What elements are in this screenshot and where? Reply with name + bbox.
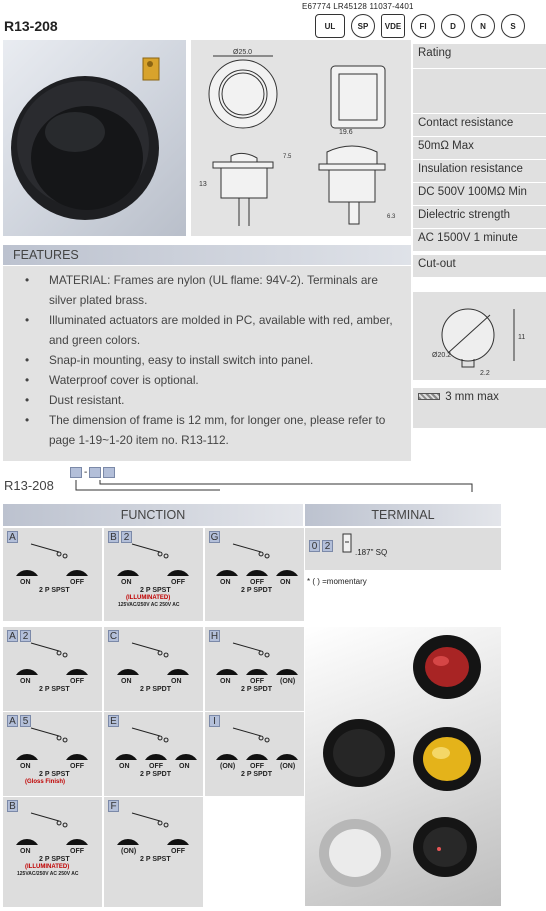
rating-label: Rating bbox=[413, 44, 546, 68]
switch-type: 2 P SPDT bbox=[140, 686, 171, 693]
dimension-drawing bbox=[191, 40, 411, 236]
position-label: OFF bbox=[70, 678, 84, 685]
features-header: FEATURES bbox=[3, 245, 411, 265]
quick-connect-icon bbox=[341, 532, 353, 558]
function-code-box bbox=[70, 467, 82, 478]
order-connector-lines bbox=[70, 478, 480, 496]
feature-item: • MATERIAL: Frames are nylon (UL flame: 94V-2). Terminals are silver plated brass. bbox=[25, 270, 405, 310]
switch-type: 2 P SPST bbox=[39, 771, 70, 778]
function-cell bbox=[3, 528, 102, 621]
cutout-dia: Ø20.2 bbox=[432, 352, 452, 359]
function-cell bbox=[104, 712, 203, 796]
position-label: ON bbox=[20, 848, 31, 855]
position-label: ON bbox=[179, 763, 190, 770]
cutout-diagram bbox=[413, 292, 546, 380]
cert-icons bbox=[315, 14, 525, 38]
switch-rating-note: 125VAC/250V AC 250V AC bbox=[17, 871, 79, 877]
circuit-diagram bbox=[205, 627, 304, 711]
circuit-diagram bbox=[3, 712, 102, 796]
function-header: FUNCTION bbox=[3, 504, 303, 526]
function-cell bbox=[205, 528, 304, 621]
cutout-label: Cut-out bbox=[413, 255, 546, 277]
dielectric-label: Dielectric strength bbox=[413, 206, 546, 228]
feature-item: • Illuminated actuators are molded in PC, available with red, amber, and green colors. bbox=[25, 310, 405, 350]
function-cell bbox=[205, 627, 304, 711]
function-code-char: G bbox=[210, 532, 219, 543]
product-photo bbox=[3, 40, 186, 236]
cutout-w: 2.2 bbox=[480, 370, 490, 377]
position-label: OFF bbox=[250, 678, 264, 685]
features-list bbox=[3, 266, 411, 461]
switch-type: 2 P SPST bbox=[140, 856, 171, 863]
position-label: (ON) bbox=[280, 763, 296, 770]
function-cell bbox=[205, 712, 304, 796]
ordering-code bbox=[4, 478, 54, 493]
rating-value bbox=[413, 69, 546, 113]
position-label: OFF bbox=[250, 579, 264, 586]
function-code-char: F bbox=[108, 800, 119, 812]
panel-icon bbox=[418, 393, 440, 400]
function-cell bbox=[104, 797, 203, 907]
terminal-code-box-1 bbox=[89, 467, 101, 478]
h2-label: 7.5 bbox=[283, 154, 292, 160]
circuit-diagram bbox=[205, 528, 304, 621]
d-cert-icon: D bbox=[441, 14, 465, 38]
momentary-note: * ( ) =momentary bbox=[307, 577, 367, 586]
function-cell bbox=[104, 528, 203, 621]
function-code-char: I bbox=[209, 715, 220, 727]
terminal-cell bbox=[305, 528, 501, 570]
position-label: OFF bbox=[70, 848, 84, 855]
order-dash: - bbox=[84, 467, 88, 478]
feature-item: • Snap-in mounting, easy to install switch into panel. bbox=[25, 350, 405, 370]
switch-type: 2 P SPST bbox=[140, 587, 171, 594]
contact-label: Contact resistance bbox=[413, 114, 546, 136]
page-title: R13-208 bbox=[4, 18, 58, 34]
order-prefix: R13-208 bbox=[4, 478, 54, 493]
product-variants-photo bbox=[305, 627, 501, 906]
function-code-char: B bbox=[7, 800, 18, 812]
circuit-diagram bbox=[104, 627, 203, 711]
position-label: ON bbox=[280, 579, 291, 586]
position-label: OFF bbox=[171, 579, 185, 586]
position-label: OFF bbox=[70, 763, 84, 770]
switch-type: 2 P SPDT bbox=[241, 771, 272, 778]
panel-text: 3 mm max bbox=[445, 391, 499, 403]
function-code-char: A bbox=[7, 630, 18, 642]
function-cell bbox=[3, 627, 102, 711]
switch-note: (Gloss Finish) bbox=[25, 779, 66, 785]
width-label: 19.6 bbox=[339, 129, 353, 136]
function-code-char: H bbox=[210, 631, 219, 642]
feature-item: • The dimension of frame is 12 mm, for longer one, please refer to page 1-19~1-20 item no. R13-112. bbox=[25, 410, 405, 450]
switch-type: 2 P SPDT bbox=[140, 771, 171, 778]
switch-type: 2 P SPST bbox=[39, 856, 70, 863]
position-label: ON bbox=[171, 678, 182, 685]
function-code-char: C bbox=[109, 631, 118, 642]
position-label: ON bbox=[20, 763, 31, 770]
vde-cert-icon: VDE bbox=[381, 14, 405, 38]
function-code-char: B bbox=[108, 531, 119, 543]
dielectric-value: AC 1500V 1 minute bbox=[413, 229, 546, 251]
terminal-header: TERMINAL bbox=[305, 504, 501, 526]
switch-note: (ILLUMINATED) bbox=[25, 864, 70, 870]
s-cert-icon: S bbox=[501, 14, 525, 38]
function-code-char: A bbox=[7, 715, 18, 727]
circuit-diagram bbox=[104, 712, 203, 796]
position-label: ON bbox=[220, 579, 231, 586]
function-code-char: A bbox=[7, 531, 18, 543]
order-boxes bbox=[70, 467, 115, 478]
position-label: ON bbox=[119, 763, 130, 770]
function-cell bbox=[3, 712, 102, 796]
cutout-h: 11 bbox=[518, 334, 526, 341]
terminal-size: .187" SQ bbox=[355, 548, 388, 557]
switch-type: 2 P SPST bbox=[39, 587, 70, 594]
position-label: (ON) bbox=[121, 848, 137, 855]
circuit-diagram bbox=[3, 528, 102, 621]
terminal-code-box-2 bbox=[103, 467, 115, 478]
position-label: ON bbox=[20, 579, 31, 586]
position-label: OFF bbox=[149, 763, 163, 770]
csa-cert-icon: SP bbox=[351, 14, 375, 38]
h1-label: 13 bbox=[199, 181, 207, 188]
switch-type: 2 P SPDT bbox=[241, 587, 272, 594]
position-label: ON bbox=[220, 678, 231, 685]
insulation-value: DC 500V 100MΩ Min bbox=[413, 183, 546, 205]
circuit-diagram bbox=[205, 712, 304, 796]
insulation-label: Insulation resistance bbox=[413, 160, 546, 182]
position-label: OFF bbox=[171, 848, 185, 855]
position-label: (ON) bbox=[280, 678, 296, 685]
function-code-char: E bbox=[108, 715, 119, 727]
cert-numbers: E67774 LR45128 11037-4401 bbox=[302, 2, 414, 11]
feature-item: • Dust resistant. bbox=[25, 390, 405, 410]
t-label: 6.3 bbox=[387, 214, 396, 220]
switch-type: 2 P SPDT bbox=[241, 686, 272, 693]
terminal-code-2: 2 bbox=[322, 540, 333, 552]
position-label: ON bbox=[20, 678, 31, 685]
terminal-code-0: 0 bbox=[309, 540, 320, 552]
circuit-diagram bbox=[104, 528, 203, 621]
position-label: ON bbox=[121, 678, 132, 685]
circuit-diagram bbox=[3, 627, 102, 711]
switch-rating-note: 125VAC/250V AC 250V AC bbox=[118, 602, 180, 608]
contact-value: 50mΩ Max bbox=[413, 137, 546, 159]
function-code-char: 2 bbox=[121, 531, 132, 543]
ul-cert-icon: UL bbox=[315, 14, 345, 38]
position-label: OFF bbox=[250, 763, 264, 770]
n-cert-icon: N bbox=[471, 14, 495, 38]
position-label: OFF bbox=[70, 579, 84, 586]
feature-item: • Waterproof cover is optional. bbox=[25, 370, 405, 390]
function-cell bbox=[3, 797, 102, 907]
switch-type: 2 P SPST bbox=[39, 686, 70, 693]
fi-cert-icon: FI bbox=[411, 14, 435, 38]
circuit-diagram bbox=[104, 797, 203, 907]
panel-thickness bbox=[413, 388, 546, 428]
dia-label: Ø25.0 bbox=[233, 49, 253, 56]
position-label: (ON) bbox=[220, 763, 236, 770]
function-code-char: 2 bbox=[20, 630, 31, 642]
function-cell bbox=[104, 627, 203, 711]
switch-note: (ILLUMINATED) bbox=[126, 595, 171, 601]
circuit-diagram bbox=[3, 797, 102, 907]
function-code-char: 5 bbox=[20, 715, 31, 727]
position-label: ON bbox=[121, 579, 132, 586]
